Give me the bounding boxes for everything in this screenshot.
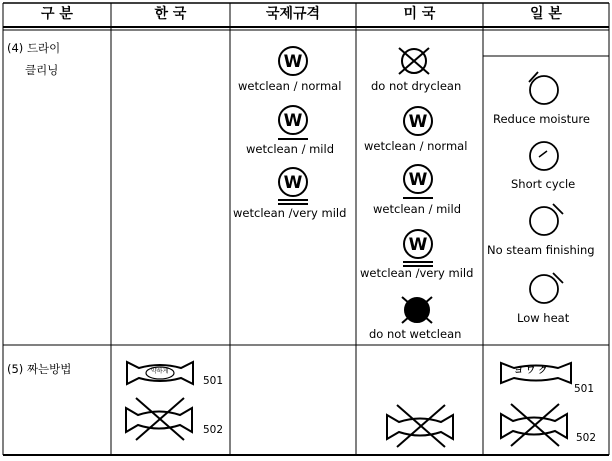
crossed-twisted-cloth-icon [383, 403, 457, 449]
header-usa: 미 국 [403, 6, 436, 22]
header-korea: 한 국 [154, 6, 187, 22]
circle-slash-icon [525, 137, 565, 177]
W-circle-single-bar-icon [276, 105, 312, 143]
jp-wring-code-501: 501 [574, 383, 595, 395]
svg-text:W: W [408, 112, 428, 132]
svg-text:W: W [283, 52, 303, 72]
header-category: 구 분 [41, 6, 73, 22]
svg-text:W: W [408, 235, 428, 255]
crossed-circle-icon [397, 46, 433, 78]
circle-slash-icon [525, 201, 565, 241]
header-international: 국제규격 [265, 6, 321, 22]
W-circle-double-bar-icon [276, 167, 312, 209]
jp-wring-code-502: 502 [576, 432, 597, 444]
korea-wring-code-502: 502 [203, 424, 224, 436]
svg-text:W: W [283, 111, 303, 131]
header-japan: 일 본 [530, 6, 562, 22]
us-caption-normal: wetclean / normal [364, 139, 468, 153]
row-wringing-label: (5) 짜는방법 [7, 362, 72, 376]
korea-wring-code-501: 501 [203, 375, 224, 387]
us-caption-mild: wetclean / mild [373, 202, 461, 216]
intl-caption-very-mild: wetclean /very mild [233, 206, 347, 220]
jp-caption-short-cycle: Short cycle [511, 177, 576, 191]
jp-caption-reduce-moisture: Reduce moisture [493, 112, 590, 126]
svg-text:W: W [408, 170, 428, 190]
circle-slash-icon [525, 270, 565, 310]
row-dry-cleaning-label-2: 클리닝 [25, 63, 59, 77]
crossed-twisted-cloth-icon [122, 396, 196, 442]
crossed-twisted-cloth-icon [497, 402, 571, 448]
W-circle-icon [401, 106, 437, 138]
svg-text:W: W [283, 173, 303, 193]
intl-caption-normal: wetclean / normal [238, 79, 342, 93]
W-circle-double-bar-icon [401, 229, 437, 271]
us-caption-do-not-wetclean: do not wetclean [369, 327, 462, 341]
jp-caption-low-heat: Low heat [517, 311, 570, 325]
row-dry-cleaning-label-1: (4) 드라이 [7, 41, 61, 55]
intl-caption-mild: wetclean / mild [246, 142, 334, 156]
us-caption-very-mild: wetclean /very mild [360, 266, 474, 280]
W-circle-icon [276, 46, 312, 78]
korea-wring-inner-text: 약하게 [151, 368, 169, 375]
W-circle-single-bar-icon [401, 164, 437, 202]
us-caption-do-not-dryclean: do not dryclean [371, 79, 462, 93]
crossed-filled-circle-icon [400, 295, 436, 327]
jp-caption-no-steam-finishing: No steam finishing [487, 243, 595, 257]
jp-wring-inner-text: ヨ ワ ク [514, 366, 548, 376]
circle-slash-icon [525, 68, 565, 108]
